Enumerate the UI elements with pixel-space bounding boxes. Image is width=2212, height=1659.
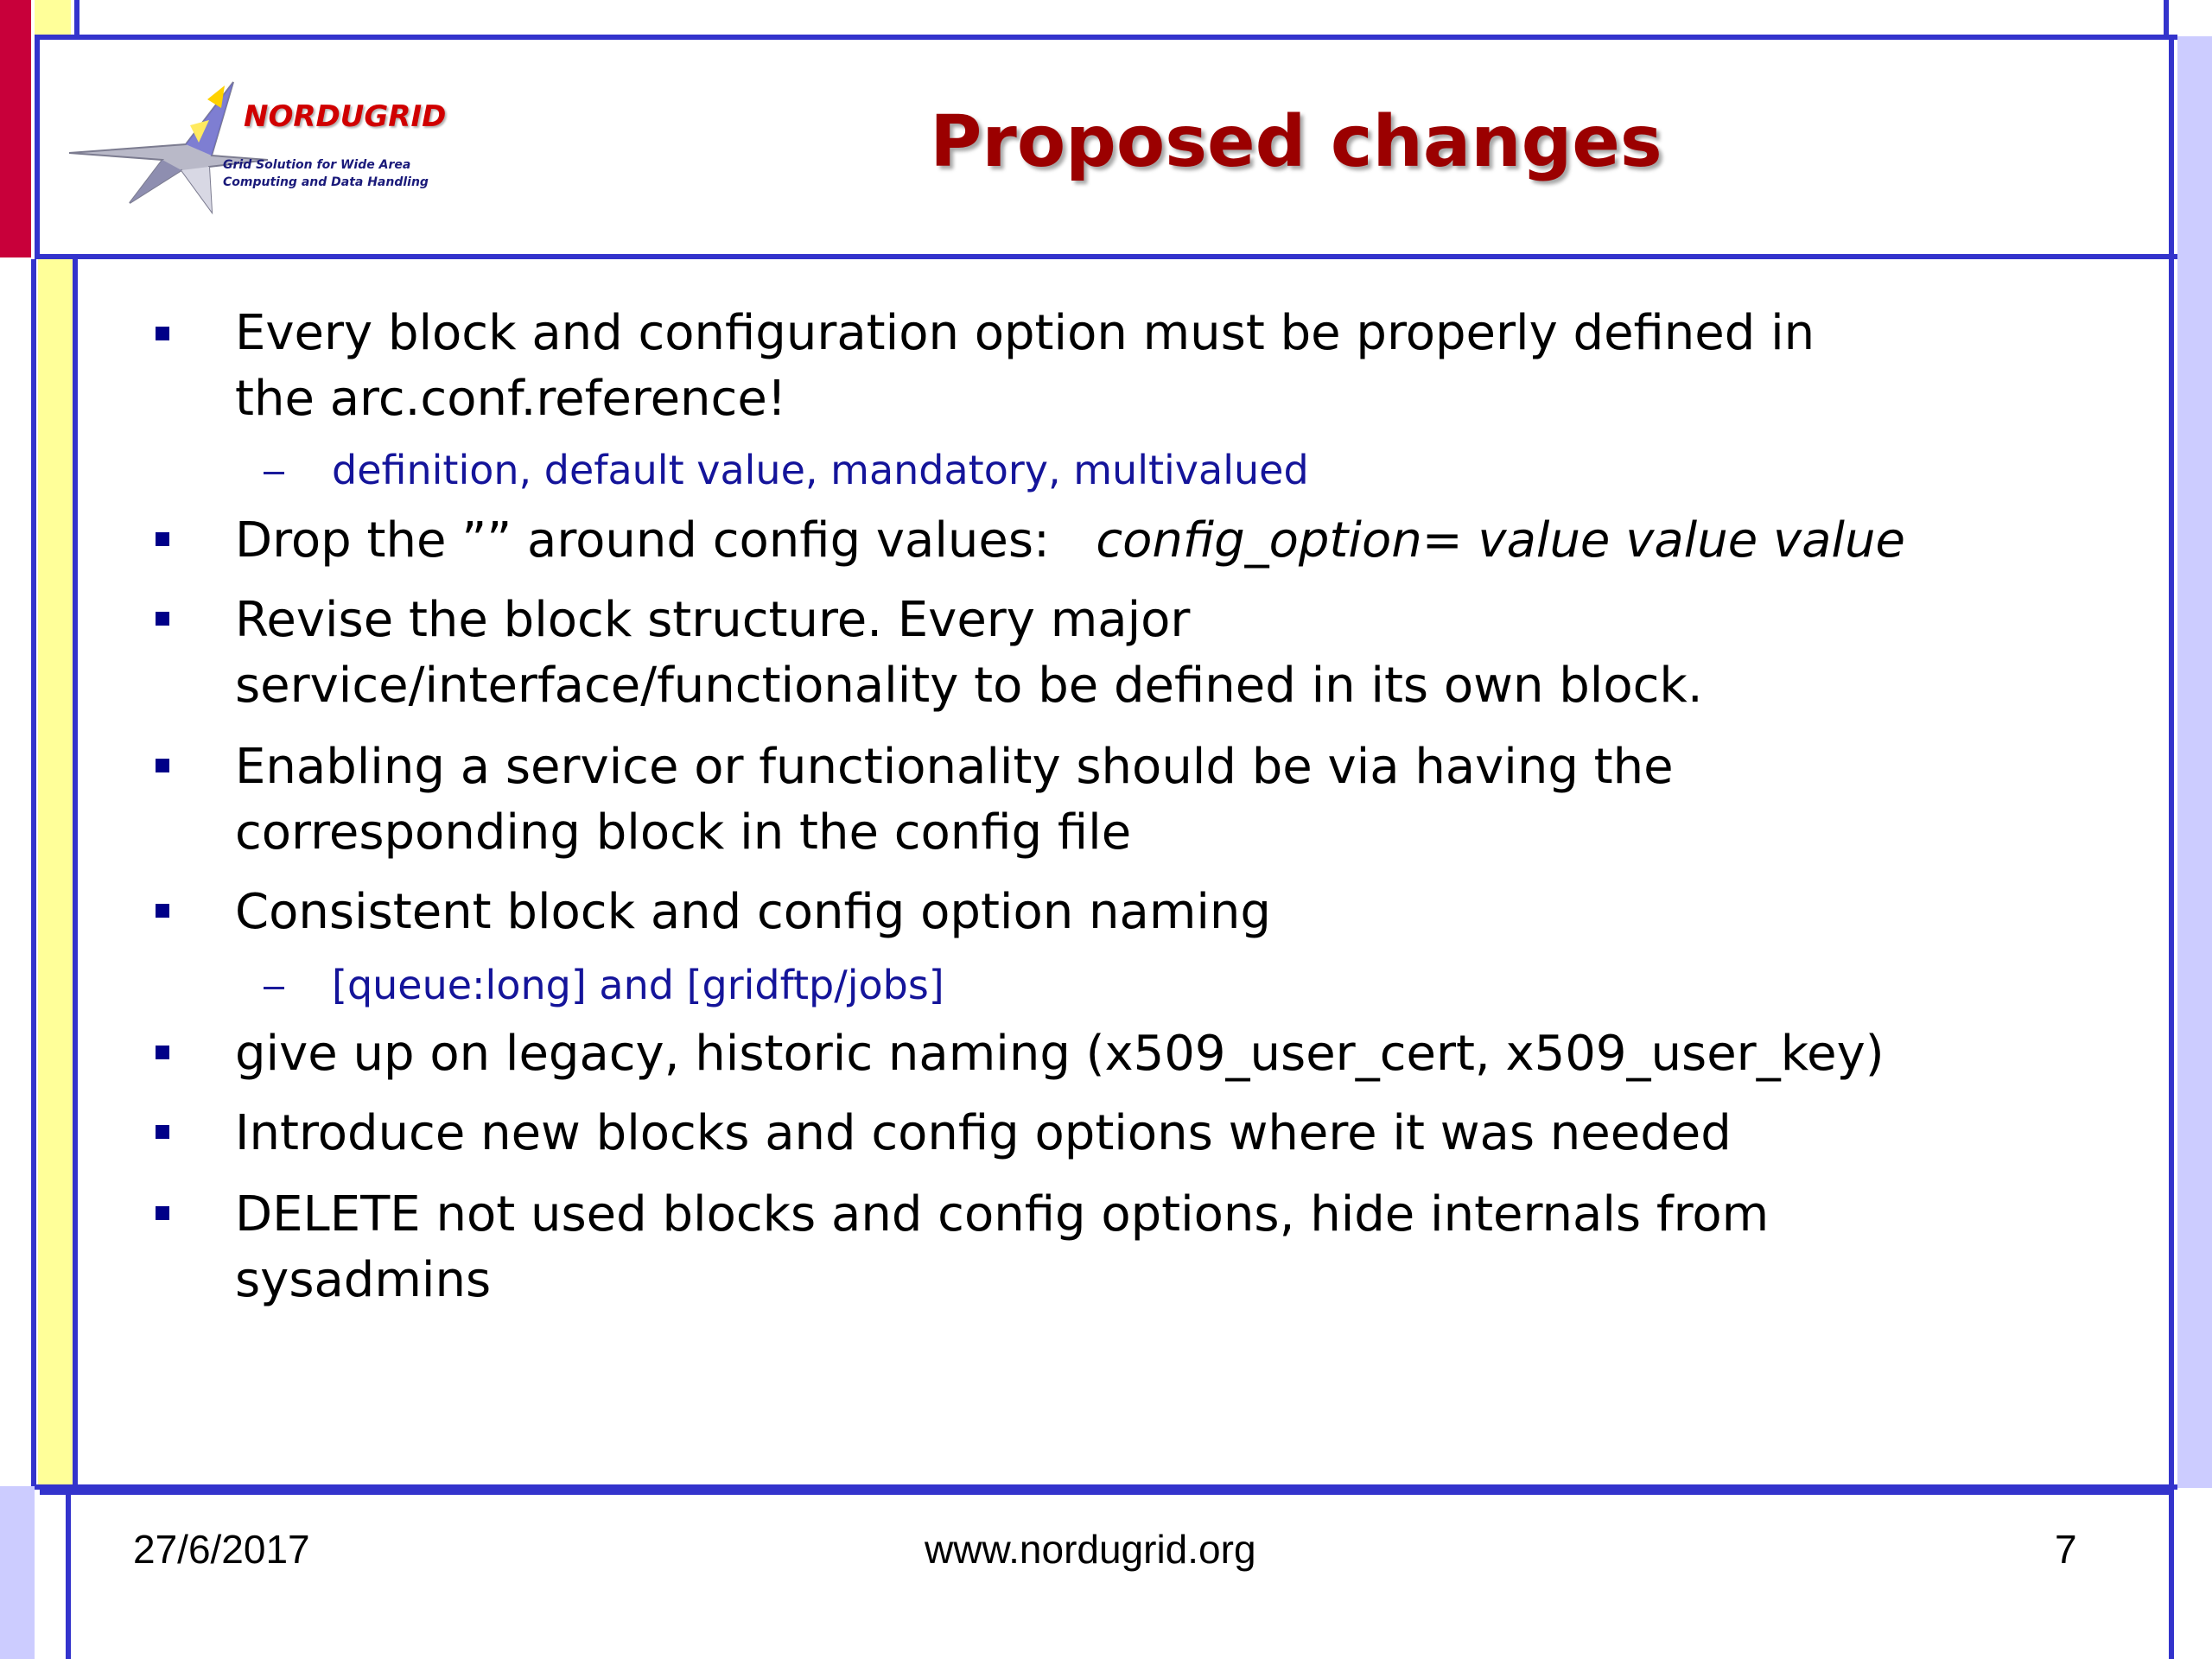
sub-bullet-dash: [264, 987, 284, 989]
frame-line: [35, 35, 40, 257]
bullet-4-line-2: corresponding block in the config file: [235, 804, 1132, 861]
bullet-1-sub: definition, default value, mandatory, multivalued: [332, 447, 1309, 493]
frame-accent-lavender-left: [0, 1486, 35, 1659]
bullet-2-line: [235, 508, 2093, 574]
footer-date: 27/6/2017: [133, 1527, 310, 1572]
page-title: Proposed changes: [930, 101, 1662, 183]
bullet-2-text: Drop the ”” around config values:: [235, 512, 1050, 569]
sub-bullet-dash: [264, 472, 284, 474]
nordugrid-star-icon: [60, 73, 449, 220]
frame-line: [66, 1495, 71, 1659]
bullet-marker: [156, 1046, 169, 1059]
footer-page-number: 7: [2055, 1527, 2077, 1572]
frame-line: [74, 0, 79, 36]
frame-line: [35, 35, 2177, 40]
bullet-marker: [156, 327, 169, 340]
bullet-5-line-1: Consistent block and config option naming: [235, 884, 1271, 940]
frame-accent-yellow-left: [38, 259, 73, 1488]
bullet-6-line-1: give up on legacy, historic naming (x509_user_cert, x509_user_key): [235, 1026, 1885, 1082]
frame-line: [73, 259, 78, 1486]
bullet-5-sub: [queue:long] and [gridftp/jobs]: [332, 962, 944, 1008]
logo-tagline-line2: Computing and Data Handling: [223, 175, 429, 189]
bullet-7-line-1: Introduce new blocks and config options where it was needed: [235, 1105, 1732, 1161]
bullet-1-line-1: Every block and configuration option must be properly defined in: [235, 305, 1815, 361]
bullet-4-line-1: Enabling a service or functionality should be via having the: [235, 739, 1674, 795]
bullet-marker: [156, 1125, 169, 1139]
frame-line: [2169, 35, 2174, 257]
frame-line: [2169, 259, 2174, 1486]
header-divider: [35, 254, 2177, 259]
bullet-3-line-1: Revise the block structure. Every major: [235, 592, 1191, 648]
logo-tagline-line1: Grid Solution for Wide Area: [223, 158, 411, 172]
frame-accent-yellow-top: [35, 0, 71, 36]
bullet-marker: [156, 904, 169, 918]
logo-name: NORDUGRID: [244, 99, 447, 134]
bullet-marker: [156, 532, 169, 546]
frame-accent-red: [0, 0, 31, 257]
nordugrid-logo: [60, 73, 449, 220]
frame-line: [2164, 0, 2169, 36]
bullet-3-line-2: service/interface/functionality to be defined in its own block.: [235, 658, 1703, 714]
bullet-8-line-2: sysadmins: [235, 1252, 492, 1308]
frame-accent-lavender-right: [2177, 36, 2212, 1488]
frame-line: [31, 259, 36, 1486]
frame-line: [40, 1490, 2174, 1495]
bullet-marker: [156, 759, 169, 772]
footer-url[interactable]: www.nordugrid.org: [925, 1527, 1256, 1572]
bullet-marker: [156, 612, 169, 626]
bullet-marker: [156, 1206, 169, 1220]
bullet-8-line-1: DELETE not used blocks and config options, hide internals from: [235, 1186, 1770, 1243]
bullet-2-italic: config_option= value value value: [1096, 512, 1905, 569]
bullet-1-line-2: the arc.conf.reference!: [235, 371, 787, 427]
frame-line: [2169, 1490, 2174, 1659]
